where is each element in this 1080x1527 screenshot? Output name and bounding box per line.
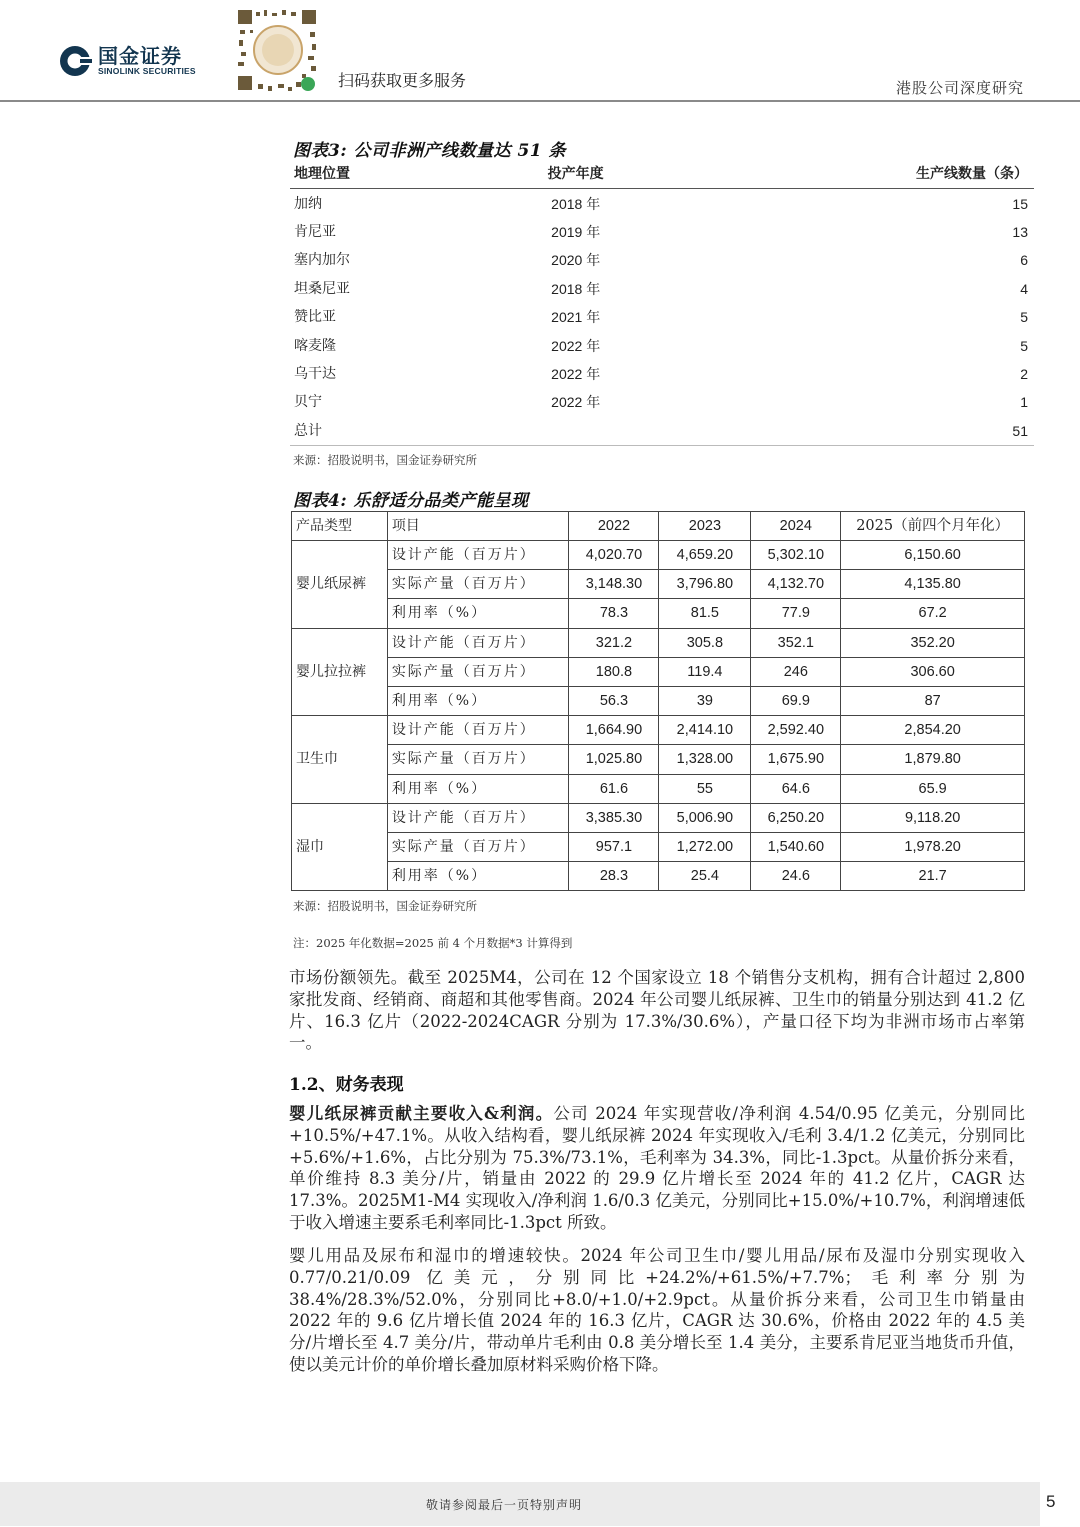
cell-value: 69.9 xyxy=(751,686,841,715)
cell-value: 1,025.80 xyxy=(569,745,659,774)
scan-for-services-text: 扫码获取更多服务 xyxy=(338,71,467,90)
cell-item: 利用率（%） xyxy=(387,862,569,891)
cell-category: 婴儿纸尿裤 xyxy=(292,541,388,629)
cell-value: 81.5 xyxy=(659,599,751,628)
paragraph-diaper-revenue xyxy=(289,1103,1025,1234)
header-item: 项目 xyxy=(387,512,569,541)
footer-disclaimer: 敬请参阅最后一页特别声明 xyxy=(426,1498,583,1512)
cell-value: 77.9 xyxy=(751,599,841,628)
cell-item: 利用率（%） xyxy=(387,774,569,803)
cell-year: 2018 年 xyxy=(551,280,601,297)
cell-line-count: 5 xyxy=(1020,337,1028,354)
cell-value: 246 xyxy=(751,657,841,686)
cell-value: 67.2 xyxy=(841,599,1025,628)
table-row xyxy=(292,862,1025,891)
cell-value: 25.4 xyxy=(659,862,751,891)
cell-year: 2022 年 xyxy=(551,365,601,382)
qr-code-icon[interactable] xyxy=(236,8,320,94)
figure3-title: 图表3: 公司非洲产线数量达 51 条 xyxy=(293,141,567,161)
table-row xyxy=(292,628,1025,657)
logo-text-cn: 国金证券 xyxy=(98,44,182,68)
cell-value: 4,132.70 xyxy=(751,570,841,599)
header-divider xyxy=(0,100,1080,102)
cell-value: 306.60 xyxy=(841,657,1025,686)
table-row xyxy=(292,570,1025,599)
cell-line-count: 4 xyxy=(1020,280,1028,297)
cell-item: 实际产量（百万片） xyxy=(387,570,569,599)
cell-year: 2022 年 xyxy=(551,394,601,411)
cell-item: 设计产能（百万片） xyxy=(387,803,569,832)
header-2023: 2023 xyxy=(659,512,751,541)
sinolink-logo-icon xyxy=(58,44,92,78)
cell-value: 24.6 xyxy=(751,862,841,891)
cell-item: 利用率（%） xyxy=(387,599,569,628)
cell-value: 957.1 xyxy=(569,832,659,861)
cell-value: 1,540.60 xyxy=(751,832,841,861)
cell-location: 喀麦隆 xyxy=(294,337,336,354)
table-row xyxy=(290,417,1034,446)
cell-value: 64.6 xyxy=(751,774,841,803)
page-number: 5 xyxy=(1046,1492,1056,1511)
cell-line-count: 5 xyxy=(1020,309,1028,326)
cell-category: 婴儿拉拉裤 xyxy=(292,628,388,716)
cell-item: 实际产量（百万片） xyxy=(387,832,569,861)
report-type-label: 港股公司深度研究 xyxy=(895,79,1024,97)
cell-location: 总计 xyxy=(290,417,480,446)
table-row xyxy=(292,599,1025,628)
table-row xyxy=(292,745,1025,774)
cell-value: 2,854.20 xyxy=(841,716,1025,745)
header-2024: 2024 xyxy=(751,512,841,541)
cell-value: 1,675.90 xyxy=(751,745,841,774)
cell-value: 352.20 xyxy=(841,628,1025,657)
cell-value: 3,796.80 xyxy=(659,570,751,599)
figure3-source: 来源：招股说明书，国金证券研究所 xyxy=(293,453,477,467)
cell-value: 9,118.20 xyxy=(841,803,1025,832)
cell-value: 1,879.80 xyxy=(841,745,1025,774)
cell-location: 肯尼亚 xyxy=(294,223,336,240)
cell-item: 实际产量（百万片） xyxy=(387,657,569,686)
cell-value: 6,250.20 xyxy=(751,803,841,832)
cell-item: 设计产能（百万片） xyxy=(387,716,569,745)
africa-production-lines-table xyxy=(290,160,1034,446)
figure4-note: 注：2025 年化数据=2025 前 4 个月数据*3 计算得到 xyxy=(293,936,573,950)
cell-value: 61.6 xyxy=(569,774,659,803)
paragraph-other-categories: 婴儿用品及尿布和湿巾的增速较快。2024 年公司卫生巾/婴儿用品/尿布及湿巾分别实现收入 0.77/0.21/0.09 亿美元，分别同比+24.2%/+61.5%/+7.7%；毛利率分别为 38.4%/28.3%/52.0%，分别同比+8.0/+1.0/+2.9pct。从量价拆分来看，公司卫生巾销量由 2022 年的 9.6 亿片增长值 2024 年的 16.3 亿片，CAGR 达 30.6%，价格由 2022 年的 4.5 美分/片增长至 4.7 美分/片，带动单片毛利由 0.8 美分增长至 1.4 美分，主要系肯尼亚当地货币升值，使以美元计价的单价增长叠加原材料采购价格下降。 xyxy=(289,1246,1025,1374)
table-row xyxy=(290,275,1034,303)
cell-year xyxy=(480,417,670,446)
section-heading: 1.2、财务表现 xyxy=(289,1075,404,1095)
table-row xyxy=(290,388,1034,416)
header-2025-annualized: 2025（前四个月年化） xyxy=(841,512,1025,541)
paragraph-lead-bold: 婴儿纸尿裤贡献主要收入&利润。 xyxy=(289,1104,554,1123)
paragraph-body: 公司 2024 年实现营收/净利润 4.54/0.95 亿美元，分别同比+10.5%/+47.1%。从收入结构看，婴儿纸尿裤 2024 年实现收入/毛利 3.4/1.2 亿美元，分别同比+5.6%/+1.6%，占比分别为 75.3%/73.1%，毛利率为 34.3%，同比-1.3pct。从量价拆分来看，单价维持 8.3 美分/片，销量由 2022 的 29.9 亿片增长至 2024 年的 41.2 亿片，CAGR 达 17.3%。2025M1-M4 实现收入/净利润 1.6/0.3 亿美元，分别同比+15.0%/+10.7%，利润增速低于收入增速主要系毛利率同比-1.3pct 所致。 xyxy=(289,1104,1025,1232)
cell-value: 2,414.10 xyxy=(659,716,751,745)
cell-value: 55 xyxy=(659,774,751,803)
cell-value: 78.3 xyxy=(569,599,659,628)
table-row xyxy=(292,657,1025,686)
cell-value: 3,148.30 xyxy=(569,570,659,599)
cell-value: 6,150.60 xyxy=(841,541,1025,570)
table-row xyxy=(292,803,1025,832)
cell-category: 卫生巾 xyxy=(292,716,388,804)
figure4-source: 来源：招股说明书，国金证券研究所 xyxy=(293,899,477,913)
cell-value: 4,659.20 xyxy=(659,541,751,570)
cell-value: 4,135.80 xyxy=(841,570,1025,599)
cell-line-count: 2 xyxy=(1020,365,1028,382)
table-row xyxy=(292,832,1025,861)
cell-location: 赞比亚 xyxy=(294,309,336,326)
cell-value: 3,385.30 xyxy=(569,803,659,832)
page-header xyxy=(0,0,1080,102)
capacity-by-category-table xyxy=(291,511,1025,891)
cell-line-count: 6 xyxy=(1020,252,1028,269)
cell-item: 设计产能（百万片） xyxy=(387,541,569,570)
table-header-row xyxy=(292,512,1025,541)
header-line-count: 生产线数量（条） xyxy=(671,160,1034,189)
paragraph-market-share: 市场份额领先。截至 2025M4，公司在 12 个国家设立 18 个销售分支机构，拥有合计超过 2,800 家批发商、经销商、商超和其他零售商。2024 年公司婴儿纸尿裤、卫生巾的销量分别达到 41.2 亿片、16.3 亿片（2022-2024CAGR 分别为 17.3%/30.6%），产量口径下均为非洲市场市占率第一。 xyxy=(289,968,1025,1053)
cell-value: 305.8 xyxy=(659,628,751,657)
cell-value: 56.3 xyxy=(569,686,659,715)
cell-year: 2022 年 xyxy=(551,337,601,354)
cell-value: 65.9 xyxy=(841,774,1025,803)
cell-value: 1,328.00 xyxy=(659,745,751,774)
cell-value: 119.4 xyxy=(659,657,751,686)
cell-value: 321.2 xyxy=(569,628,659,657)
cell-value: 4,020.70 xyxy=(569,541,659,570)
cell-year: 2021 年 xyxy=(551,309,601,326)
cell-value: 21.7 xyxy=(841,862,1025,891)
header-location: 地理位置 xyxy=(290,160,480,189)
table-row xyxy=(290,246,1034,274)
cell-value: 39 xyxy=(659,686,751,715)
cell-value: 1,978.20 xyxy=(841,832,1025,861)
cell-year: 2018 年 xyxy=(551,195,601,212)
cell-year: 2020 年 xyxy=(551,252,601,269)
cell-value: 28.3 xyxy=(569,862,659,891)
table-row xyxy=(290,218,1034,246)
cell-location: 乌干达 xyxy=(294,365,336,382)
logo-text-en: SINOLINK SECURITIES xyxy=(98,66,196,76)
table-row xyxy=(292,716,1025,745)
table-row xyxy=(290,189,1034,218)
cell-location: 塞内加尔 xyxy=(294,252,350,269)
cell-category: 湿巾 xyxy=(292,803,388,891)
table-row xyxy=(292,541,1025,570)
cell-location: 贝宁 xyxy=(294,394,322,411)
cell-value: 2,592.40 xyxy=(751,716,841,745)
figure4-title: 图表4: 乐舒适分品类产能呈现 xyxy=(293,491,529,511)
header-category: 产品类型 xyxy=(292,512,388,541)
table-header-row xyxy=(290,160,1034,189)
cell-line-count: 1 xyxy=(1020,394,1028,411)
cell-value: 5,302.10 xyxy=(751,541,841,570)
cell-value: 1,664.90 xyxy=(569,716,659,745)
table-row xyxy=(292,774,1025,803)
cell-value: 352.1 xyxy=(751,628,841,657)
table-row xyxy=(290,303,1034,331)
cell-value: 1,272.00 xyxy=(659,832,751,861)
cell-item: 利用率（%） xyxy=(387,686,569,715)
cell-value: 5,006.90 xyxy=(659,803,751,832)
cell-line-count: 15 xyxy=(1012,195,1028,212)
header-year: 投产年度 xyxy=(480,160,670,189)
cell-line-count: 13 xyxy=(1012,223,1028,240)
cell-item: 设计产能（百万片） xyxy=(387,628,569,657)
cell-value: 87 xyxy=(841,686,1025,715)
cell-line-count: 51 xyxy=(671,417,1034,446)
cell-year: 2019 年 xyxy=(551,223,601,240)
table-row xyxy=(292,686,1025,715)
table-row xyxy=(290,360,1034,388)
table-row xyxy=(290,331,1034,359)
cell-location: 加纳 xyxy=(294,195,322,212)
cell-value: 180.8 xyxy=(569,657,659,686)
cell-location: 坦桑尼亚 xyxy=(294,280,350,297)
cell-item: 实际产量（百万片） xyxy=(387,745,569,774)
header-2022: 2022 xyxy=(569,512,659,541)
